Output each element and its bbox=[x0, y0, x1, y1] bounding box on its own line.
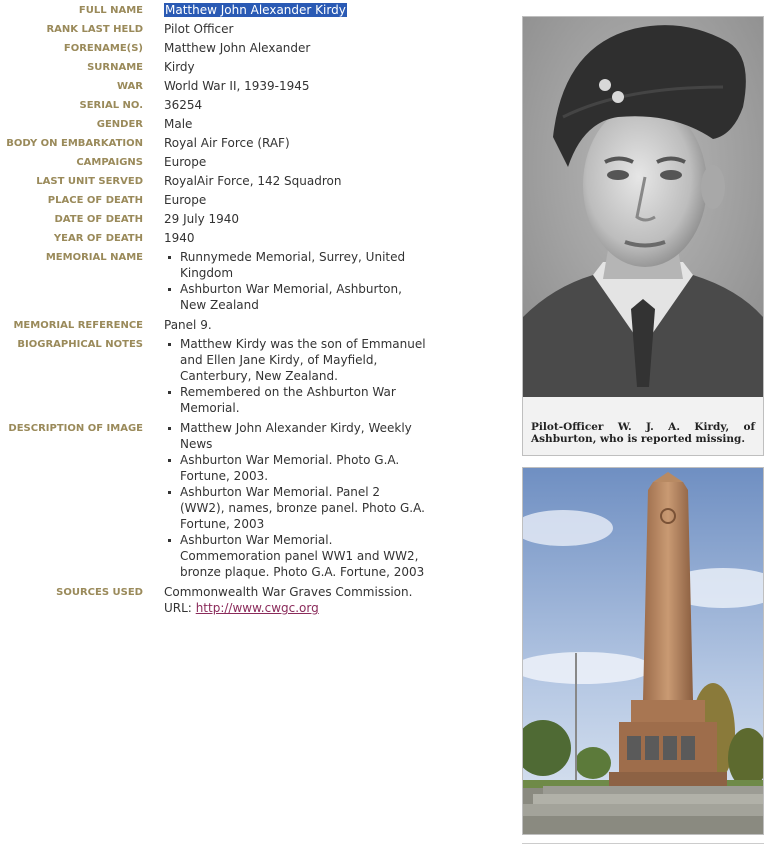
field-label: SERIAL NO. bbox=[79, 100, 143, 111]
record-row-gender bbox=[0, 116, 440, 133]
field-value: Europe bbox=[164, 193, 207, 207]
record-row-unit bbox=[0, 173, 440, 190]
list-item: Ashburton War Memorial. Photo G.A. Fortune, 2003. bbox=[164, 452, 426, 484]
field-label: LAST UNIT SERVED bbox=[36, 176, 143, 187]
record-row-surname bbox=[0, 59, 440, 76]
portrait-photo[interactable] bbox=[522, 16, 764, 456]
list-item: Ashburton War Memorial. Panel 2 (WW2), names, bronze panel. Photo G.A. Fortune, 2003 bbox=[164, 484, 426, 532]
field-value bbox=[164, 420, 426, 580]
record-row-date-of-death bbox=[0, 211, 440, 228]
record-row-place-of-death bbox=[0, 192, 440, 209]
field-label: SURNAME bbox=[87, 62, 143, 73]
field-label: SOURCES USED bbox=[56, 587, 143, 598]
field-label: CAMPAIGNS bbox=[76, 157, 143, 168]
field-value bbox=[164, 584, 426, 616]
record-row-rank bbox=[0, 21, 440, 38]
record-row-description-of-image bbox=[0, 420, 440, 580]
list-item: Ashburton War Memorial. Commemoration panel WW1 and WW2, bronze plaque. Photo G.A. Fortune, 2003 bbox=[164, 532, 426, 580]
record-row-memorial-reference bbox=[0, 317, 440, 334]
list-item: Runnymede Memorial, Surrey, United Kingdom bbox=[164, 249, 426, 281]
portrait-image bbox=[523, 17, 763, 397]
field-value: Europe bbox=[164, 155, 207, 169]
record-row-biographical-notes bbox=[0, 336, 440, 416]
list-item: Matthew Kirdy was the son of Emmanuel and Ellen Jane Kirdy, of Mayfield, Canterbury, New Zealand. bbox=[164, 336, 426, 384]
list-item: Remembered on the Ashburton War Memorial. bbox=[164, 384, 426, 416]
field-value: Panel 9. bbox=[164, 318, 212, 332]
list-item: Matthew John Alexander Kirdy, Weekly News bbox=[164, 420, 426, 452]
record-row-serial bbox=[0, 97, 440, 114]
field-label: YEAR OF DEATH bbox=[53, 233, 143, 244]
field-value: 29 July 1940 bbox=[164, 212, 240, 226]
field-label: WAR bbox=[116, 81, 143, 92]
memorial-image bbox=[523, 468, 763, 834]
field-label: BODY ON EMBARKATION bbox=[6, 138, 143, 149]
field-value: World War II, 1939-1945 bbox=[164, 79, 310, 93]
field-label: PLACE OF DEATH bbox=[47, 195, 143, 206]
field-value[interactable] bbox=[164, 2, 426, 18]
field-value bbox=[164, 249, 426, 313]
divider bbox=[522, 843, 764, 844]
portrait-caption: Pilot-Officer W. J. A. Kirdy, of Ashburton, who is reported missing. bbox=[531, 421, 755, 445]
field-value: Kirdy bbox=[164, 60, 195, 74]
memorial-list bbox=[164, 249, 426, 313]
field-value: Matthew John Alexander bbox=[164, 41, 311, 55]
record-row-war bbox=[0, 78, 440, 95]
record-row-full-name bbox=[0, 2, 440, 19]
record-row-memorial-name bbox=[0, 249, 440, 313]
record-table bbox=[0, 2, 440, 618]
field-label: FULL NAME bbox=[78, 5, 143, 16]
sources-text: Commonwealth War Graves Commission. URL: bbox=[164, 585, 413, 615]
record-row-campaigns bbox=[0, 154, 440, 171]
selected-name[interactable]: Matthew John Alexander Kirdy bbox=[165, 3, 346, 17]
list-item: Ashburton War Memorial, Ashburton, New Zealand bbox=[164, 281, 426, 313]
field-label: RANK LAST HELD bbox=[46, 24, 143, 35]
field-label: MEMORIAL REFERENCE bbox=[13, 320, 143, 331]
record-row-forenames bbox=[0, 40, 440, 57]
field-label: DESCRIPTION OF IMAGE bbox=[8, 423, 143, 434]
field-value: Royal Air Force (RAF) bbox=[164, 136, 290, 150]
cwgc-link[interactable]: http://www.cwgc.org bbox=[195, 601, 319, 615]
record-row-body bbox=[0, 135, 440, 152]
field-value: 1940 bbox=[164, 231, 195, 245]
field-label: FORENAME(S) bbox=[63, 43, 143, 54]
field-label: MEMORIAL NAME bbox=[45, 252, 143, 263]
field-label: GENDER bbox=[96, 119, 143, 130]
memorial-photo[interactable] bbox=[522, 467, 764, 835]
record-row-sources bbox=[0, 584, 440, 616]
notes-list bbox=[164, 336, 426, 416]
field-value: Male bbox=[164, 117, 193, 131]
field-value: RoyalAir Force, 142 Squadron bbox=[164, 174, 342, 188]
image-description-list bbox=[164, 420, 426, 580]
field-label: DATE OF DEATH bbox=[54, 214, 143, 225]
record-row-year-of-death bbox=[0, 230, 440, 247]
field-value: Pilot Officer bbox=[164, 22, 234, 36]
field-value bbox=[164, 336, 426, 416]
field-value: 36254 bbox=[164, 98, 203, 112]
field-label: BIOGRAPHICAL NOTES bbox=[17, 339, 143, 350]
